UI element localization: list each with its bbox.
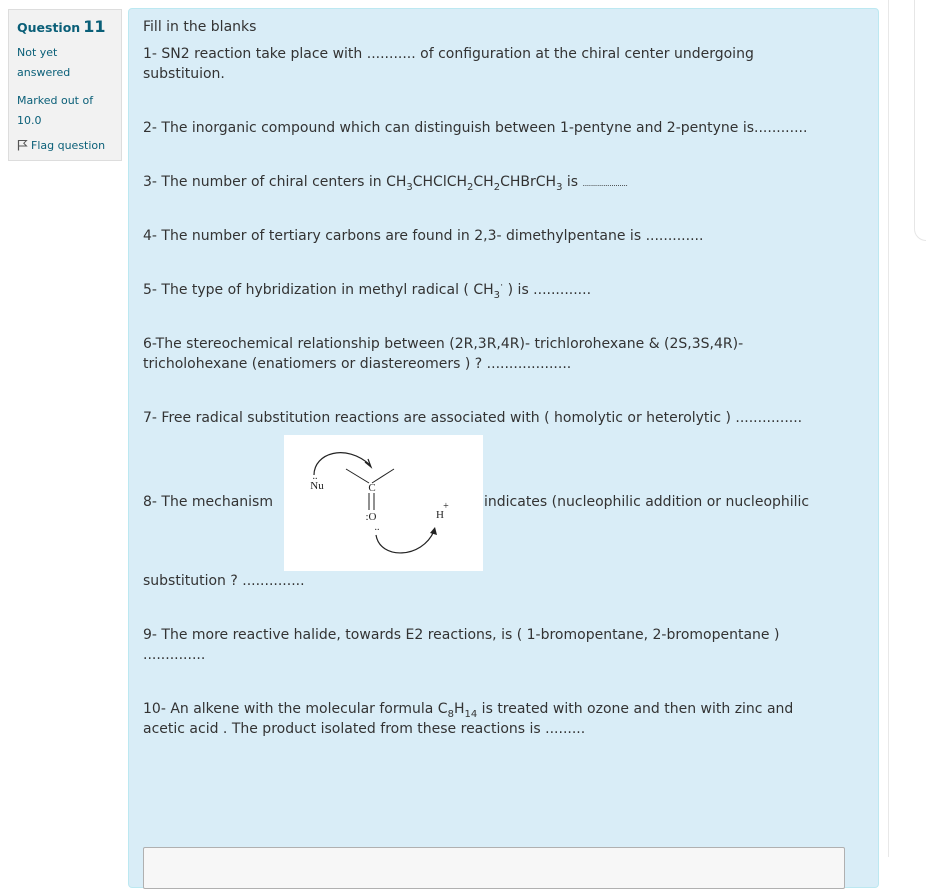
- proton-arrow: [376, 531, 434, 553]
- state-line-2: answered: [17, 66, 71, 79]
- side-panel-edge: [914, 0, 926, 241]
- attack-arrow: [314, 453, 370, 475]
- flag-question-label[interactable]: Flag question: [31, 139, 106, 152]
- q10-line-2: acetic acid . The product isolated from these reactions is .........: [143, 721, 586, 737]
- q1-line-2: substituion.: [143, 66, 225, 82]
- mechanism-svg: [284, 435, 483, 571]
- grade-line-2: 10.0: [17, 114, 42, 127]
- question-state: [17, 43, 117, 83]
- content-right-border: [888, 0, 889, 857]
- q6-line-1: 6-The stereochemical relationship between (2R,3R,4R)- trichlorohexane & (2S,3S,4R)-: [143, 336, 744, 352]
- q10-line-1: 10- An alkene with the molecular formula $C_8H_{14}$ is treated with ozone and then with zinc and: [143, 701, 794, 720]
- flag-icon: [17, 139, 28, 151]
- question-number: [17, 17, 105, 36]
- q3-blank: ......................: [582, 179, 628, 188]
- q1-line-1: 1- SN2 reaction take place with ........... of configuration at the chiral center undergoing: [143, 46, 754, 62]
- q3-text: 3- The number of chiral centers in $CH_3CHClCH_2CH_2CHBrCH_3$ is ......................: [143, 174, 628, 193]
- q9-line-2: ..............: [143, 647, 206, 663]
- q5-text: 5- The type of hybridization in methyl radical ( $CH_3^\cdot$ ) is .............: [143, 280, 592, 301]
- proton-label: H: [436, 509, 444, 521]
- q7-text: 7- Free radical substitution reactions are associated with ( homolytic or heterolytic ) ...............: [143, 410, 803, 426]
- question-number-value: 11: [83, 17, 106, 36]
- state-line-1: Not yet: [17, 46, 58, 59]
- flag-question-link[interactable]: [17, 138, 105, 154]
- question-heading: Fill in the blanks: [143, 19, 257, 35]
- q9-line-1: 9- The more reactive halide, towards E2 reactions, is ( 1-bromopentane, 2-bromopentane ): [143, 627, 780, 643]
- mechanism-diagram: [284, 435, 483, 571]
- q8-line-2: substitution ? ..............: [143, 573, 305, 589]
- question-grade: [17, 91, 117, 131]
- proton-arrowhead: [430, 527, 437, 535]
- question-info-panel: [8, 9, 122, 161]
- oxygen-lone-pair: ..: [374, 522, 380, 533]
- q2-text: 2- The inorganic compound which can distinguish between 1-pentyne and 2-pentyne is............: [143, 120, 808, 136]
- question-text-area: [128, 8, 879, 888]
- right-bond: [372, 469, 394, 483]
- left-bond: [346, 469, 369, 483]
- answer-editor[interactable]: [143, 847, 845, 889]
- q4-text: 4- The number of tertiary carbons are found in 2,3- dimethylpentane is .............: [143, 228, 704, 244]
- oxygen-label: :O: [365, 511, 377, 523]
- q8-prefix: 8- The mechanism: [143, 494, 273, 510]
- q6-line-2: tricholohexane (enatiomers or diastereomers ) ? ...................: [143, 356, 572, 372]
- nucleophile-dots: ..: [312, 471, 318, 482]
- carbon-label: C: [368, 482, 376, 494]
- nucleophile-label: Nu: [310, 480, 324, 492]
- question-label: Question: [17, 20, 81, 35]
- proton-charge: +: [443, 501, 449, 512]
- q8-suffix: indicates (nucleophilic addition or nucleophilic: [484, 494, 810, 510]
- grade-line-1: Marked out of: [17, 94, 94, 107]
